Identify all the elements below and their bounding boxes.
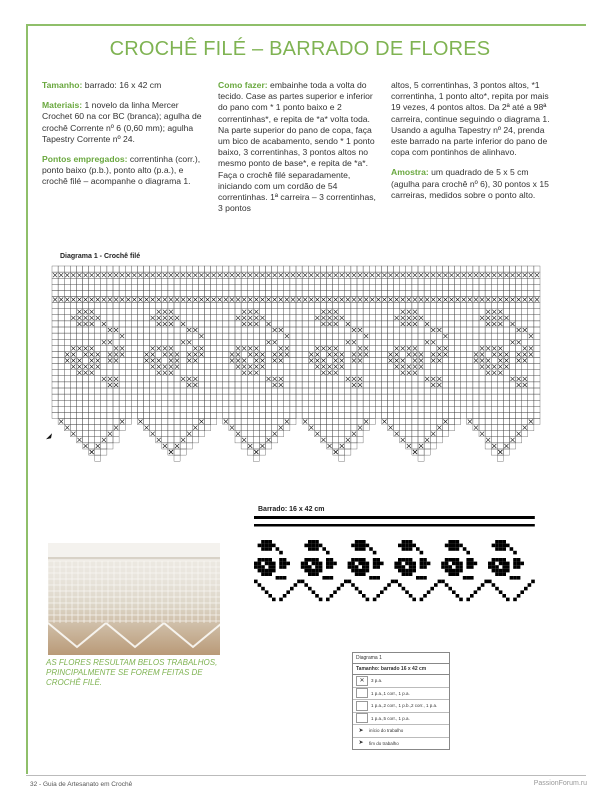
diagram-1-grid — [46, 262, 546, 467]
watermark: PassionForum.ru — [533, 780, 587, 787]
legend-row: ➤ fim do trabalho — [353, 738, 449, 750]
legend-row: 1 p.a.,5 corr., 1 p.a. — [353, 713, 449, 726]
empty-box-icon — [356, 688, 368, 698]
empty-box-icon — [356, 701, 368, 711]
x-box-icon: ✕ — [356, 676, 368, 686]
frame-left-line — [26, 24, 28, 774]
amostra-paragraph: Amostra: um quadrado de 5 x 5 cm (agulha para crochê nº 6), 30 pontos x 15 carreiras, medidos sobre o ponto alto. — [391, 167, 549, 200]
page-title: CROCHÊ FILÉ – BARRADO DE FLORES — [109, 38, 491, 60]
lace-photo-drawing — [48, 543, 220, 655]
continuation-paragraph: altos, 5 correntinhas, 3 pontos altos, *1 correntinha, 1 ponto alto*, repita por mais 19 vezes, 4 pontos altos. Da 2ª até a 98ª carreira, continue seguindo o diagrama 1. Usando a agulha Tapestry nº 24, prenda este barrado na parte inferior do pano de copa com pontinhos de alinhavo. — [391, 80, 550, 158]
como-fazer-paragraph: Como fazer: embainhe toda a volta do tecido. Case as partes superior e inferior do pano com * 1 ponto baixo e 2 correntinhas*, e repita de *a* volta toda. Na parte superior do pano de copa, faça um bico de acabamento, sendo * 1 ponto baixo, 3 correntinhas, 3 pontos altos no mesmo ponto de base*, e repita de *a*. Faça o crochê filé separadamente, iniciando com um cordão de 54 correntinhas. 1ª carreira – 3 correntinhas, 3 pontos — [218, 80, 376, 214]
column-3 — [391, 80, 551, 210]
photo-caption: AS FLORES RESULTAM BELOS TRABALHOS, PRINCIPALMENTE SE FOREM FEITAS DE CROCHÊ FILÉ. — [46, 658, 218, 687]
barrado-title: Barrado: 16 x 42 cm — [258, 506, 325, 513]
materiais-paragraph: Materiais: 1 novelo da linha Mercer Crochet 60 na cor BC (branca); agulha de crochê Corrente nº 6 (0,60 mm); agulha Tapestry Corrente nº 24. — [42, 100, 202, 144]
legend-row: 1 p.a.,1 corr., 1 p.a. — [353, 688, 449, 701]
legend-subtitle: Tamanho: barrado 16 x 42 cm — [353, 664, 449, 675]
empty-box-icon — [356, 713, 368, 723]
column-2 — [218, 80, 378, 223]
frame-top-line — [26, 24, 586, 26]
column-1 — [42, 80, 202, 197]
arrow-down-icon: ➤ — [358, 740, 364, 747]
legend-row: ➤ início do trabalho — [353, 725, 449, 738]
tamanho-paragraph: Tamanho: barrado: 16 x 42 cm — [42, 80, 162, 90]
legend-row: 1 p.a.,2 corr., 1 p.b.,2 corr., 1 p.a. — [353, 700, 449, 713]
page-footer: 32 - Guia de Artesanato em Crochê — [30, 781, 133, 788]
diagram-1-title: Diagrama 1 - Crochê filé — [60, 253, 141, 260]
lace-photo — [48, 543, 220, 655]
barrado-chart — [250, 514, 540, 624]
legend-row: ✕ 3 p.a. — [353, 675, 449, 688]
pontos-paragraph: Pontos empregados: correntinha (corr.), ponto baixo (p.b.), ponto alto (p.a.), e crochê filé – acompanhe o diagrama 1. — [42, 154, 201, 187]
legend-title: Diagrama 1 — [353, 653, 449, 664]
footer-line — [26, 775, 586, 776]
arrow-up-icon: ➤ — [358, 727, 364, 734]
legend-box — [352, 652, 450, 750]
